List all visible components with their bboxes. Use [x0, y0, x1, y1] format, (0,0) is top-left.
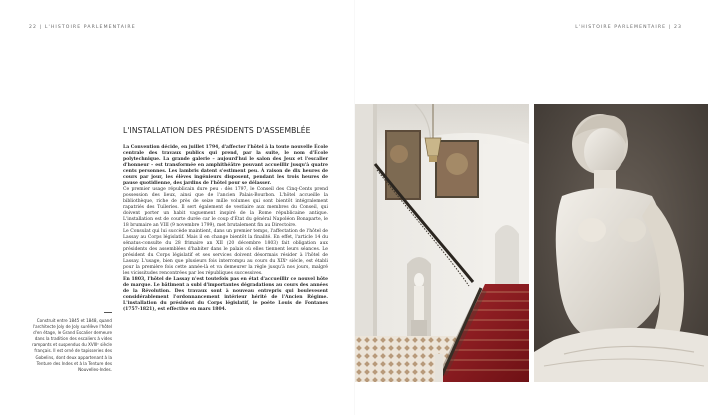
- article-body: [123, 145, 328, 313]
- paragraph: En 1803, l'hôtel de Lassay n'est toutefois pas en état d'accueillir ce nouvel hôte de marque. Le bâtiment a subi d'importantes dégradations au cours des années de la Révolution. Des travaux sont à nouveau entrepris qui boulevesent considérablement l'ordonnancement intérieur hérité de l'Ancien Régime. L'installation du président du Corps législatif, le poète Louis de Fontanes (1757-1821), est effective en mars 1804.: [123, 277, 328, 313]
- staircase-photo: [355, 104, 529, 382]
- caption-rule: [104, 312, 112, 313]
- statue-photo: [534, 104, 708, 382]
- paragraph: Le Consulat qui lui succède maintient, dans un premier temps, l'affectation de l'hôtel de Lassay au Corps législatif. Mais il en change bientôt la finalité. En effet, l'article 14 du sénatus-consulte du 28 frimaire an XII (20 décembre 1803) fait obligation aux présidents des assemblées d'habiter dans le palais où elles tiennent leurs séances. Le président du Corps législatif et ses services doivent désormais résider à l'hôtel de Lassay. L'usage, bien que plusieurs fois interrompu au cours du XIXᵉ siècle, est établi pour la première fois cette année-là et va demeurer la règle jusqu'à nos jours, malgré les vicissitudes rencontrées par les républiques successives.: [123, 229, 328, 277]
- staircase-image: [355, 104, 529, 382]
- paragraph: La Convention décide, en juillet 1794, d'affecter l'hôtel à la toute nouvelle École centrale des travaux publics qui prend, par la suite, le nom d'École polytechnique. La grande galerie – aujourd'hui le salon des Jeux et l'escalier d'honneur – est transformée en amphithéâtre pouvant accueillir jusqu'à quatre cents personnes. Les lambris datent s'estiment peu. À raison de dix heures de cours par jour, les élèves ingénieurs disposent, pendant les trois heures de pause quotidienne, des jardins de l'hôtel pour se délasser.: [123, 145, 328, 187]
- running-header-right: L'HISTOIRE PARLEMENTAIRE | 23: [575, 25, 682, 30]
- running-header-left: 22 | L'HISTOIRE PARLEMENTAIRE: [29, 25, 136, 30]
- photo-caption: Construit entre 1845 et 1848, quand l'architecte Joly de Joly surélève l'hôtel d'en étage, le Grand Escalier demeure dans la tradition des escaliers à vides rampants et suspendus du XVIIIᵉ siècle français. Il est orné de tapisseries des Gobelins, dont deux appartenant à la Tenture des Indes et à la Tenture des Nouvelles-Indes.: [32, 318, 112, 372]
- statue-image: [534, 104, 708, 382]
- section-title: L'INSTALLATION DES PRÉSIDENTS D'ASSEMBLÉE: [123, 126, 311, 135]
- paragraph: Ce premier usage républicain dure peu : dès 1797, le Conseil des Cinq-Cents prend possession des lieux, ainsi que de l'ancien Palais-Bourbon. L'hôtel accueille la bibliothèque, riche de près de seize mille volumes qui sont bientôt intégralement rapatriés des Tuileries. Il sert également de vestiaire aux membres du Conseil, qui doivent porter un habit vaguement inspiré de la Rome républicaine antique. L'installation est de courte durée car le coup d'État du général Napoléon Bonaparte, le 18 brumaire an VIII (9 novembre 1799), met brutalement fin au Directoire.: [123, 187, 328, 229]
